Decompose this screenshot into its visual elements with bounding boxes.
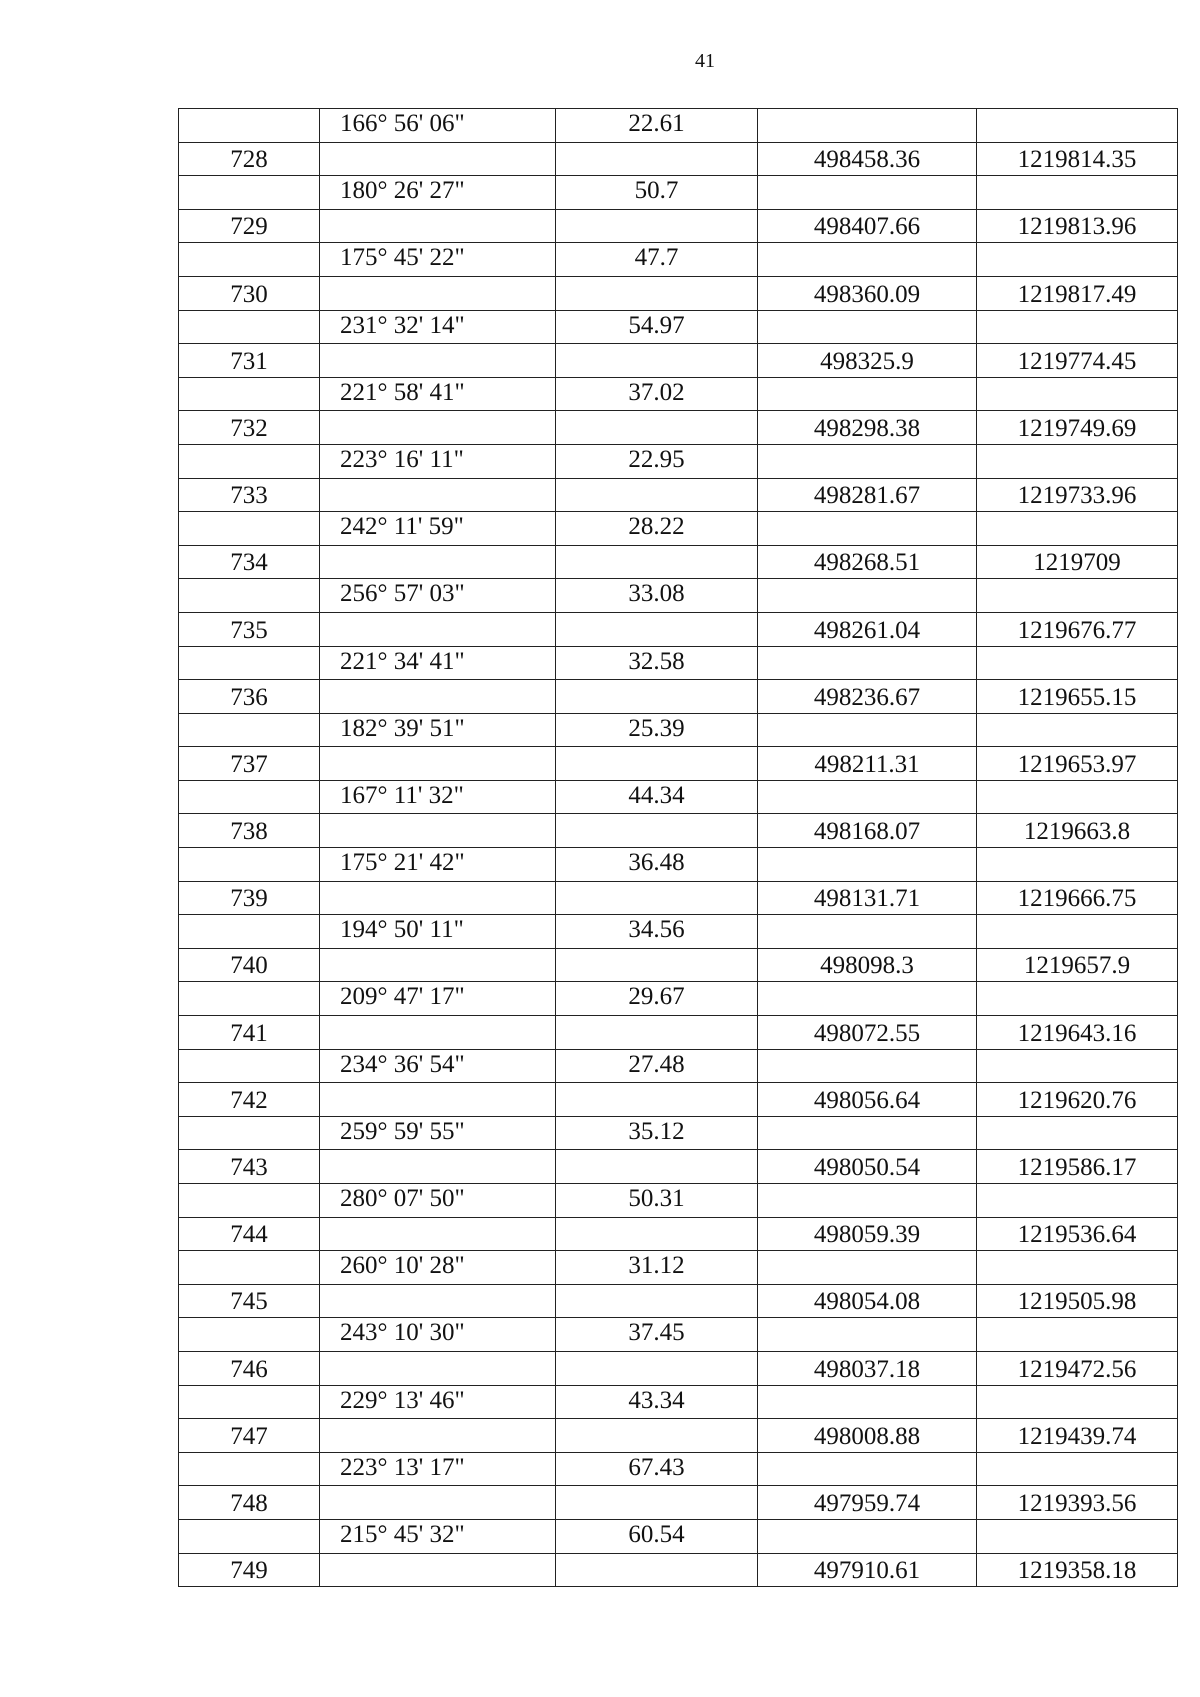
x-coordinate-cell: 498131.71 [758, 881, 977, 915]
x-coordinate-cell: 498281.67 [758, 478, 977, 512]
x-coordinate-cell [758, 1049, 977, 1083]
x-coordinate-cell [758, 1519, 977, 1553]
x-coordinate-cell [758, 310, 977, 344]
x-coordinate-cell [758, 512, 977, 546]
y-coordinate-cell [977, 310, 1178, 344]
y-coordinate-cell [977, 848, 1178, 882]
direction-angle-cell: 231° 32' 14" [320, 310, 556, 344]
point-id-cell [179, 176, 320, 210]
direction-angle-cell: 215° 45' 32" [320, 1519, 556, 1553]
coordinates-table-body [179, 109, 1178, 1587]
length-cell [556, 1083, 758, 1117]
x-coordinate-cell: 498098.3 [758, 948, 977, 982]
point-row [179, 1351, 1178, 1385]
length-cell [556, 276, 758, 310]
direction-angle-cell [320, 142, 556, 176]
x-coordinate-cell: 498059.39 [758, 1217, 977, 1251]
length-cell: 37.02 [556, 377, 758, 411]
course-row [179, 1385, 1178, 1419]
length-cell [556, 1553, 758, 1587]
y-coordinate-cell [977, 377, 1178, 411]
point-id-cell: 729 [179, 209, 320, 243]
x-coordinate-cell: 497910.61 [758, 1553, 977, 1587]
direction-angle-cell [320, 344, 556, 378]
point-id-cell: 738 [179, 814, 320, 848]
x-coordinate-cell: 498056.64 [758, 1083, 977, 1117]
x-coordinate-cell [758, 1452, 977, 1486]
direction-angle-cell: 234° 36' 54" [320, 1049, 556, 1083]
length-cell: 60.54 [556, 1519, 758, 1553]
direction-angle-cell [320, 276, 556, 310]
x-coordinate-cell: 498236.67 [758, 680, 977, 714]
x-coordinate-cell [758, 646, 977, 680]
length-cell: 22.61 [556, 109, 758, 143]
direction-angle-cell [320, 881, 556, 915]
point-id-cell [179, 1452, 320, 1486]
y-coordinate-cell: 1219643.16 [977, 1016, 1178, 1050]
course-row [179, 1519, 1178, 1553]
y-coordinate-cell [977, 1049, 1178, 1083]
y-coordinate-cell: 1219733.96 [977, 478, 1178, 512]
point-row [179, 142, 1178, 176]
point-row [179, 209, 1178, 243]
point-row [179, 814, 1178, 848]
point-id-cell [179, 444, 320, 478]
x-coordinate-cell: 498360.09 [758, 276, 977, 310]
direction-angle-cell: 223° 13' 17" [320, 1452, 556, 1486]
point-row [179, 344, 1178, 378]
x-coordinate-cell: 498168.07 [758, 814, 977, 848]
point-id-cell: 747 [179, 1419, 320, 1453]
point-id-cell [179, 915, 320, 949]
point-id-cell: 748 [179, 1486, 320, 1520]
length-cell [556, 142, 758, 176]
course-row [179, 1251, 1178, 1285]
length-cell: 22.95 [556, 444, 758, 478]
direction-angle-cell: 175° 21' 42" [320, 848, 556, 882]
y-coordinate-cell [977, 780, 1178, 814]
direction-angle-cell [320, 1486, 556, 1520]
point-id-cell: 749 [179, 1553, 320, 1587]
length-cell [556, 680, 758, 714]
point-id-cell [179, 646, 320, 680]
point-id-cell [179, 1116, 320, 1150]
y-coordinate-cell [977, 1318, 1178, 1352]
length-cell [556, 411, 758, 445]
course-row [179, 780, 1178, 814]
point-row [179, 747, 1178, 781]
course-row [179, 848, 1178, 882]
course-row [179, 646, 1178, 680]
direction-angle-cell [320, 1553, 556, 1587]
point-row [179, 411, 1178, 445]
course-row [179, 310, 1178, 344]
point-row [179, 1419, 1178, 1453]
point-id-cell: 740 [179, 948, 320, 982]
y-coordinate-cell [977, 1519, 1178, 1553]
point-id-cell: 735 [179, 612, 320, 646]
y-coordinate-cell: 1219586.17 [977, 1150, 1178, 1184]
direction-angle-cell: 256° 57' 03" [320, 579, 556, 613]
x-coordinate-cell [758, 1116, 977, 1150]
course-row [179, 377, 1178, 411]
y-coordinate-cell: 1219774.45 [977, 344, 1178, 378]
direction-angle-cell [320, 1419, 556, 1453]
y-coordinate-cell: 1219393.56 [977, 1486, 1178, 1520]
length-cell [556, 209, 758, 243]
y-coordinate-cell: 1219620.76 [977, 1083, 1178, 1117]
x-coordinate-cell: 498037.18 [758, 1351, 977, 1385]
x-coordinate-cell: 498008.88 [758, 1419, 977, 1453]
course-row [179, 1184, 1178, 1218]
point-id-cell: 746 [179, 1351, 320, 1385]
point-id-cell: 743 [179, 1150, 320, 1184]
y-coordinate-cell: 1219749.69 [977, 411, 1178, 445]
length-cell [556, 948, 758, 982]
length-cell [556, 545, 758, 579]
length-cell: 43.34 [556, 1385, 758, 1419]
point-row [179, 1553, 1178, 1587]
y-coordinate-cell [977, 1452, 1178, 1486]
x-coordinate-cell [758, 848, 977, 882]
point-id-cell: 745 [179, 1284, 320, 1318]
length-cell: 28.22 [556, 512, 758, 546]
y-coordinate-cell: 1219655.15 [977, 680, 1178, 714]
length-cell [556, 1351, 758, 1385]
y-coordinate-cell: 1219666.75 [977, 881, 1178, 915]
page-number: 41 [695, 50, 715, 72]
point-row [179, 881, 1178, 915]
length-cell: 33.08 [556, 579, 758, 613]
direction-angle-cell: 221° 34' 41" [320, 646, 556, 680]
y-coordinate-cell: 1219358.18 [977, 1553, 1178, 1587]
point-id-cell [179, 1519, 320, 1553]
y-coordinate-cell [977, 444, 1178, 478]
point-id-cell: 737 [179, 747, 320, 781]
length-cell: 50.7 [556, 176, 758, 210]
direction-angle-cell [320, 1083, 556, 1117]
direction-angle-cell: 166° 56' 06" [320, 109, 556, 143]
y-coordinate-cell: 1219653.97 [977, 747, 1178, 781]
direction-angle-cell: 242° 11' 59" [320, 512, 556, 546]
course-row [179, 1318, 1178, 1352]
x-coordinate-cell: 498298.38 [758, 411, 977, 445]
length-cell [556, 1217, 758, 1251]
length-cell: 32.58 [556, 646, 758, 680]
x-coordinate-cell [758, 780, 977, 814]
direction-angle-cell: 194° 50' 11" [320, 915, 556, 949]
length-cell [556, 814, 758, 848]
point-id-cell [179, 1318, 320, 1352]
y-coordinate-cell: 1219676.77 [977, 612, 1178, 646]
direction-angle-cell: 182° 39' 51" [320, 713, 556, 747]
direction-angle-cell: 223° 16' 11" [320, 444, 556, 478]
y-coordinate-cell: 1219663.8 [977, 814, 1178, 848]
direction-angle-cell [320, 209, 556, 243]
x-coordinate-cell: 498072.55 [758, 1016, 977, 1050]
x-coordinate-cell [758, 176, 977, 210]
y-coordinate-cell [977, 982, 1178, 1016]
length-cell [556, 1419, 758, 1453]
direction-angle-cell: 259° 59' 55" [320, 1116, 556, 1150]
y-coordinate-cell: 1219472.56 [977, 1351, 1178, 1385]
x-coordinate-cell [758, 243, 977, 277]
x-coordinate-cell: 498325.9 [758, 344, 977, 378]
direction-angle-cell [320, 478, 556, 512]
y-coordinate-cell [977, 713, 1178, 747]
y-coordinate-cell: 1219814.35 [977, 142, 1178, 176]
point-id-cell [179, 982, 320, 1016]
direction-angle-cell [320, 747, 556, 781]
x-coordinate-cell [758, 377, 977, 411]
point-id-cell: 741 [179, 1016, 320, 1050]
course-row [179, 915, 1178, 949]
point-row [179, 948, 1178, 982]
y-coordinate-cell [977, 1116, 1178, 1150]
point-id-cell [179, 1251, 320, 1285]
x-coordinate-cell [758, 915, 977, 949]
direction-angle-cell [320, 1351, 556, 1385]
course-row [179, 109, 1178, 143]
x-coordinate-cell [758, 713, 977, 747]
y-coordinate-cell [977, 1184, 1178, 1218]
point-id-cell [179, 780, 320, 814]
point-row [179, 680, 1178, 714]
direction-angle-cell: 180° 26' 27" [320, 176, 556, 210]
length-cell [556, 1150, 758, 1184]
course-row [179, 243, 1178, 277]
point-id-cell [179, 848, 320, 882]
y-coordinate-cell [977, 579, 1178, 613]
direction-angle-cell: 260° 10' 28" [320, 1251, 556, 1285]
point-id-cell [179, 579, 320, 613]
point-id-cell: 736 [179, 680, 320, 714]
point-row [179, 1016, 1178, 1050]
length-cell [556, 1016, 758, 1050]
x-coordinate-cell [758, 579, 977, 613]
point-row [179, 1217, 1178, 1251]
x-coordinate-cell [758, 982, 977, 1016]
direction-angle-cell: 175° 45' 22" [320, 243, 556, 277]
point-row [179, 1150, 1178, 1184]
x-coordinate-cell [758, 1184, 977, 1218]
x-coordinate-cell [758, 1318, 977, 1352]
length-cell [556, 344, 758, 378]
y-coordinate-cell [977, 1385, 1178, 1419]
y-coordinate-cell [977, 512, 1178, 546]
direction-angle-cell [320, 1217, 556, 1251]
point-id-cell [179, 310, 320, 344]
direction-angle-cell [320, 1284, 556, 1318]
point-id-cell [179, 713, 320, 747]
point-id-cell [179, 109, 320, 143]
x-coordinate-cell [758, 1385, 977, 1419]
x-coordinate-cell: 498054.08 [758, 1284, 977, 1318]
direction-angle-cell [320, 1150, 556, 1184]
y-coordinate-cell [977, 243, 1178, 277]
length-cell: 29.67 [556, 982, 758, 1016]
course-row [179, 982, 1178, 1016]
length-cell: 50.31 [556, 1184, 758, 1218]
direction-angle-cell: 280° 07' 50" [320, 1184, 556, 1218]
length-cell: 25.39 [556, 713, 758, 747]
direction-angle-cell: 243° 10' 30" [320, 1318, 556, 1352]
y-coordinate-cell: 1219439.74 [977, 1419, 1178, 1453]
point-row [179, 1486, 1178, 1520]
point-row [179, 545, 1178, 579]
coordinates-table [178, 108, 1178, 1587]
direction-angle-cell [320, 411, 556, 445]
point-id-cell [179, 1385, 320, 1419]
point-id-cell [179, 377, 320, 411]
x-coordinate-cell: 497959.74 [758, 1486, 977, 1520]
direction-angle-cell: 221° 58' 41" [320, 377, 556, 411]
length-cell: 44.34 [556, 780, 758, 814]
length-cell [556, 1486, 758, 1520]
course-row [179, 1452, 1178, 1486]
x-coordinate-cell [758, 1251, 977, 1285]
x-coordinate-cell: 498211.31 [758, 747, 977, 781]
course-row [179, 176, 1178, 210]
point-id-cell: 731 [179, 344, 320, 378]
length-cell: 31.12 [556, 1251, 758, 1285]
y-coordinate-cell [977, 915, 1178, 949]
length-cell: 37.45 [556, 1318, 758, 1352]
point-id-cell: 728 [179, 142, 320, 176]
course-row [179, 512, 1178, 546]
point-id-cell [179, 1049, 320, 1083]
point-id-cell: 734 [179, 545, 320, 579]
direction-angle-cell [320, 680, 556, 714]
point-row [179, 612, 1178, 646]
point-id-cell [179, 512, 320, 546]
length-cell [556, 747, 758, 781]
point-id-cell: 739 [179, 881, 320, 915]
x-coordinate-cell [758, 109, 977, 143]
point-id-cell: 742 [179, 1083, 320, 1117]
length-cell: 35.12 [556, 1116, 758, 1150]
point-row [179, 1284, 1178, 1318]
length-cell: 27.48 [556, 1049, 758, 1083]
length-cell [556, 881, 758, 915]
direction-angle-cell: 209° 47' 17" [320, 982, 556, 1016]
length-cell [556, 1284, 758, 1318]
y-coordinate-cell [977, 1251, 1178, 1285]
course-row [179, 713, 1178, 747]
point-row [179, 276, 1178, 310]
length-cell: 67.43 [556, 1452, 758, 1486]
course-row [179, 1116, 1178, 1150]
y-coordinate-cell: 1219536.64 [977, 1217, 1178, 1251]
point-id-cell: 733 [179, 478, 320, 512]
y-coordinate-cell [977, 646, 1178, 680]
point-row [179, 478, 1178, 512]
direction-angle-cell: 229° 13' 46" [320, 1385, 556, 1419]
length-cell: 34.56 [556, 915, 758, 949]
direction-angle-cell [320, 814, 556, 848]
direction-angle-cell [320, 545, 556, 579]
point-id-cell: 730 [179, 276, 320, 310]
point-id-cell: 744 [179, 1217, 320, 1251]
x-coordinate-cell: 498458.36 [758, 142, 977, 176]
course-row [179, 579, 1178, 613]
length-cell [556, 612, 758, 646]
course-row [179, 1049, 1178, 1083]
length-cell: 36.48 [556, 848, 758, 882]
length-cell: 54.97 [556, 310, 758, 344]
y-coordinate-cell: 1219813.96 [977, 209, 1178, 243]
length-cell [556, 478, 758, 512]
y-coordinate-cell: 1219817.49 [977, 276, 1178, 310]
x-coordinate-cell: 498407.66 [758, 209, 977, 243]
y-coordinate-cell [977, 176, 1178, 210]
x-coordinate-cell: 498261.04 [758, 612, 977, 646]
y-coordinate-cell: 1219709 [977, 545, 1178, 579]
x-coordinate-cell: 498050.54 [758, 1150, 977, 1184]
point-id-cell [179, 1184, 320, 1218]
point-id-cell: 732 [179, 411, 320, 445]
x-coordinate-cell: 498268.51 [758, 545, 977, 579]
direction-angle-cell [320, 1016, 556, 1050]
x-coordinate-cell [758, 444, 977, 478]
direction-angle-cell [320, 612, 556, 646]
direction-angle-cell [320, 948, 556, 982]
length-cell: 47.7 [556, 243, 758, 277]
y-coordinate-cell: 1219657.9 [977, 948, 1178, 982]
point-row [179, 1083, 1178, 1117]
course-row [179, 444, 1178, 478]
direction-angle-cell: 167° 11' 32" [320, 780, 556, 814]
y-coordinate-cell: 1219505.98 [977, 1284, 1178, 1318]
point-id-cell [179, 243, 320, 277]
y-coordinate-cell [977, 109, 1178, 143]
